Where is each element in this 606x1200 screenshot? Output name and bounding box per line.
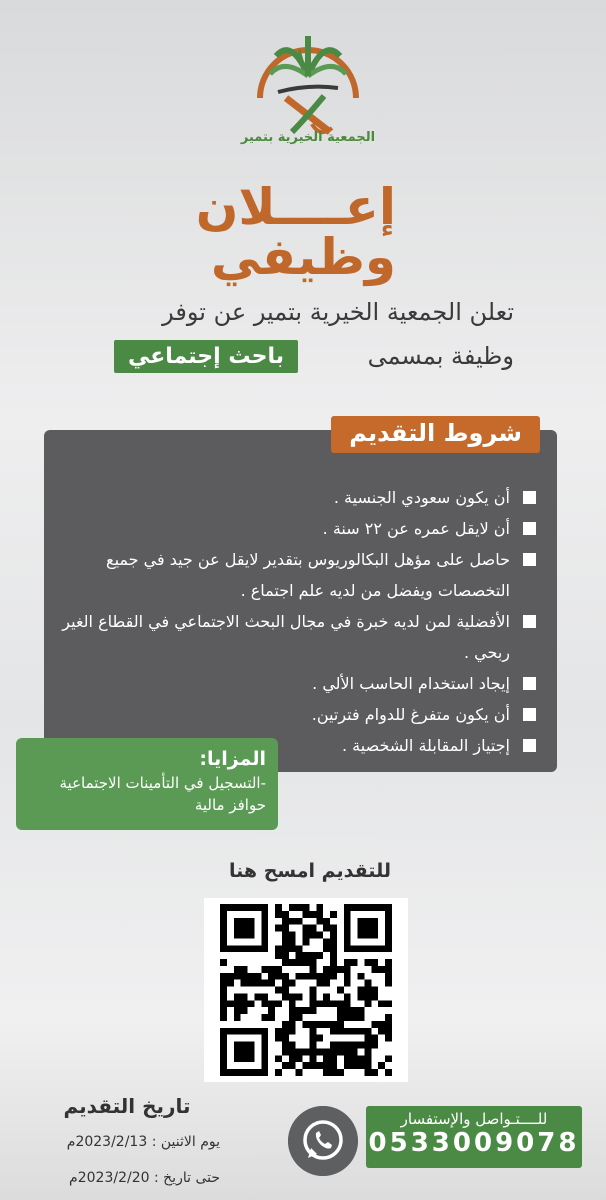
intro-line-2: وظيفة بمسمى (367, 342, 514, 370)
condition-item: أن لايقل عمره عن ٢٢ سنة . (61, 513, 536, 544)
intro-line-1: تعلن الجمعية الخيرية بتمير عن توفر (162, 298, 514, 326)
bullet-square-icon (523, 677, 536, 690)
bullet-square-icon (523, 553, 536, 566)
bullet-square-icon (523, 739, 536, 752)
headline-announcement: إعــــلان (195, 178, 396, 236)
qr-code-image[interactable] (214, 904, 398, 1076)
bullet-square-icon (523, 708, 536, 721)
logo-text: الجمعية الخيرية بتمير (240, 130, 376, 145)
condition-item: إيجاد استخدام الحاسب الألي . (61, 668, 536, 699)
advantage-item: حوافز مالية (194, 796, 266, 814)
bullet-square-icon (523, 491, 536, 504)
apply-start-date: يوم الاثنين : 2023/2/13م (66, 1134, 220, 1150)
whatsapp-icon[interactable] (288, 1106, 358, 1176)
apply-end-date: حتى تاريخ : 2023/2/20م (69, 1170, 220, 1186)
qr-code[interactable] (204, 898, 408, 1082)
bullet-square-icon (523, 522, 536, 535)
apply-date-title: تاريخ التقديم (63, 1094, 191, 1118)
condition-item: إجتياز المقابلة الشخصية . (61, 730, 536, 761)
contact-phone[interactable]: 0533009078 (368, 1128, 580, 1158)
condition-item: أن يكون سعودي الجنسية . (61, 482, 536, 513)
condition-item: الأفضلية لمن لديه خبرة في مجال البحث الاجتماعي في القطاع الغير ربحي . (61, 606, 536, 668)
bullet-square-icon (523, 615, 536, 628)
advantages-title: المزايا: (199, 748, 266, 770)
condition-item: أن يكون متفرغ للدوام فترتين. (61, 699, 536, 730)
contact-label: للــــتـواصل والإستفسار (400, 1110, 548, 1128)
advantage-item: -التسجيل في التأمينات الاجتماعية (59, 774, 266, 792)
headline-job: وظيفي (210, 228, 396, 286)
condition-item: حاصل على مؤهل البكالوريوس بتقدير لايقل عن جيد في جميع التخصصات ويفضل من لديه علم اجتماع . (61, 544, 536, 606)
conditions-title: شروط التقديم (331, 416, 540, 453)
advantages-box (16, 738, 278, 830)
job-title-badge: باحث إجتماعي (114, 340, 298, 373)
contact-box (366, 1106, 582, 1168)
qr-label: للتقديم امسح هنا (229, 860, 391, 882)
conditions-list (61, 482, 536, 761)
